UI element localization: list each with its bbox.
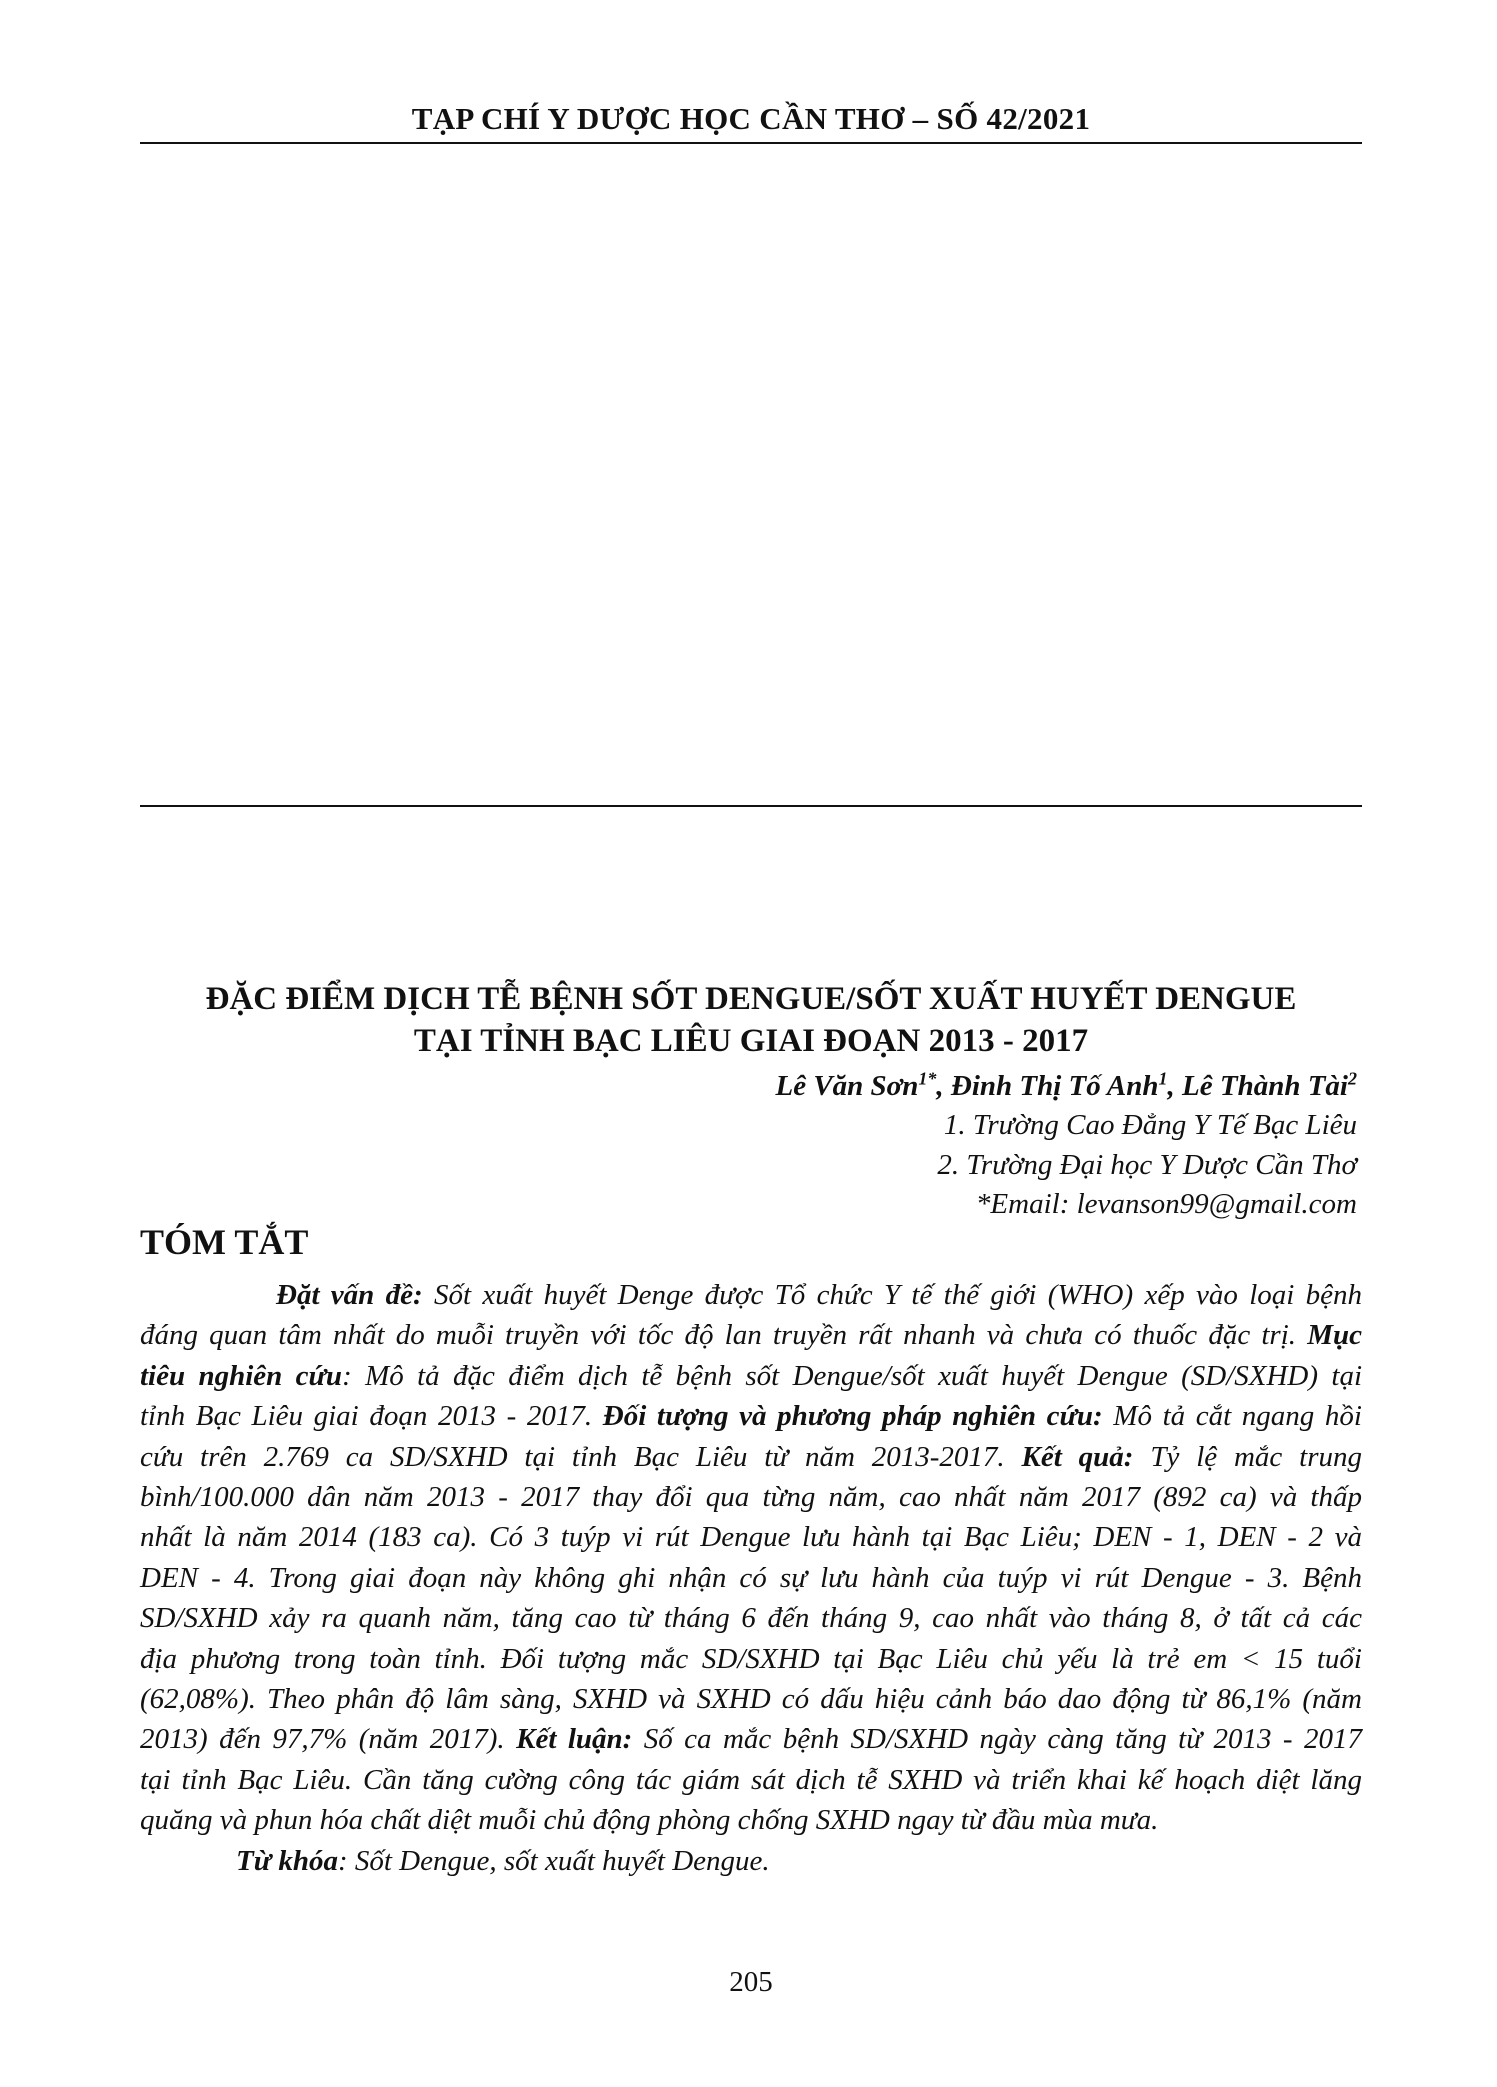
abstract-text: 2013) đến 97,7% (năm 2017). — [140, 1723, 517, 1756]
abstract-label: Đối tượng và phương pháp nghiên cứu: — [602, 1400, 1103, 1433]
page-number: 205 — [729, 1966, 773, 1998]
abstract-text: Tỷ lệ mắc trung — [1133, 1440, 1362, 1473]
abstract-text: địa phương trong toàn tỉnh. Đối tượng mắc SD/SXHD tại Bạc Liêu chủ yếu là trẻ em < 15 tuổi — [140, 1642, 1362, 1675]
keywords-label: Từ khóa — [236, 1844, 338, 1877]
author-name: Lê Thành Tài — [1182, 1070, 1348, 1102]
abstract-body — [140, 1275, 1362, 1881]
abstract-line — [140, 1517, 1362, 1557]
abstract-text: SD/SXHD xảy ra quanh năm, tăng cao từ tháng 6 đến tháng 9, cao nhất vào tháng 8, ở tất cả các — [140, 1602, 1362, 1635]
abstract-label: tiêu nghiên cứu — [140, 1359, 343, 1392]
author-name: Lê Văn Sơn — [775, 1070, 919, 1102]
abstract-label: Đặt vấn đề: — [276, 1279, 423, 1311]
affiliation-2: 2. Trường Đại học Y Dược Cần Thơ — [937, 1149, 1357, 1181]
abstract-label: Mục — [1307, 1319, 1362, 1352]
author-name: Đinh Thị Tố Anh — [950, 1070, 1159, 1102]
abstract-line — [140, 1356, 1362, 1396]
abstract-text: tại tỉnh Bạc Liêu. Cần tăng cường công tác giám sát dịch tễ SXHD và triển khai kế hoạch diệt lăng — [140, 1763, 1362, 1796]
article-title — [140, 978, 1362, 1062]
section-divider — [140, 805, 1362, 807]
abstract-text: : Mô tả đặc điểm dịch tễ bệnh sốt Dengue/sốt xuất huyết Dengue (SD/SXHD) tại — [342, 1359, 1363, 1392]
journal-header: TẠP CHÍ Y DƯỢC HỌC CẦN THƠ – SỐ 42/2021 — [411, 101, 1091, 136]
abstract-text: tỉnh Bạc Liêu giai đoạn 2013 - 2017. — [140, 1400, 603, 1433]
abstract-text: cứu trên 2.769 ca SD/SXHD tại tỉnh Bạc Liêu từ năm 2013-2017. — [140, 1440, 1022, 1473]
title-line-2: TẠI TỈNH BẠC LIÊU GIAI ĐOẠN 2013 - 2017 — [413, 1023, 1089, 1059]
abstract-line — [140, 1679, 1362, 1719]
author-separator: , — [1167, 1070, 1183, 1102]
abstract-line — [140, 1598, 1362, 1638]
abstract-line — [140, 1396, 1362, 1436]
keywords-line — [140, 1841, 1362, 1881]
author-affiliation-mark: 1 — [1158, 1068, 1168, 1089]
abstract-label: Kết luận: — [516, 1723, 633, 1756]
abstract-line — [140, 1437, 1362, 1477]
author-affiliation-mark: 1* — [918, 1068, 937, 1089]
abstract-line — [140, 1760, 1362, 1800]
abstract-text: (62,08%). Theo phân độ lâm sàng, SXHD và SXHD có dấu hiệu cảnh báo dao động từ 86,1% (năm — [140, 1683, 1362, 1716]
author-separator: , — [936, 1070, 951, 1102]
abstract-line — [140, 1639, 1362, 1679]
abstract-text: Sốt xuất huyết Denge được Tổ chức Y tế thế giới (WHO) xếp vào loại bệnh — [422, 1279, 1362, 1311]
abstract-line — [140, 1719, 1362, 1759]
title-line-1: ĐẶC ĐIỂM DỊCH TỄ BỆNH SỐT DENGUE/SỐT XUẤT HUYẾT DENGUE — [205, 981, 1297, 1017]
abstract-line — [140, 1315, 1362, 1355]
abstract-text: nhất là năm 2014 (183 ca). Có 3 tuýp vi rút Dengue lưu hành tại Bạc Liêu; DEN - 1, DEN - 2 và — [140, 1521, 1362, 1554]
abstract-line — [140, 1558, 1362, 1598]
abstract-paragraph — [140, 1275, 1362, 1841]
abstract-text: DEN - 4. Trong giai đoạn này không ghi nhận có sự lưu hành của tuýp vi rút Dengue - 3. Bệnh — [140, 1561, 1362, 1594]
abstract-text: quăng và phun hóa chất diệt muỗi chủ động phòng chống SXHD ngay từ đầu mùa mưa. — [140, 1804, 1159, 1837]
abstract-line — [140, 1477, 1362, 1517]
header-rule — [140, 142, 1362, 144]
abstract-text: Số ca mắc bệnh SD/SXHD ngày càng tăng từ 2013 - 2017 — [632, 1723, 1362, 1756]
abstract-text: Mô tả cắt ngang hồi — [1102, 1400, 1362, 1433]
keywords-text: : Sốt Dengue, sốt xuất huyết Dengue. — [337, 1844, 770, 1877]
affiliation-1: 1. Trường Cao Đẳng Y Tế Bạc Liêu — [943, 1109, 1357, 1141]
abstract-text: bình/100.000 dân năm 2013 - 2017 thay đổi qua từng năm, cao nhất năm 2017 (892 ca) và thấp — [140, 1481, 1362, 1514]
author-affiliation-mark: 2 — [1348, 1068, 1357, 1089]
abstract-heading: TÓM TẮT — [140, 1222, 309, 1262]
corresponding-email: *Email: levanson99@gmail.com — [975, 1188, 1357, 1220]
abstract-line — [140, 1800, 1362, 1840]
author-list — [775, 1067, 1357, 1105]
abstract-label: Kết quả: — [1021, 1440, 1134, 1473]
abstract-text: đáng quan tâm nhất do muỗi truyền với tốc độ lan truyền rất nhanh và chưa có thuốc đặc trị. — [140, 1319, 1308, 1352]
abstract-line — [140, 1275, 1362, 1315]
